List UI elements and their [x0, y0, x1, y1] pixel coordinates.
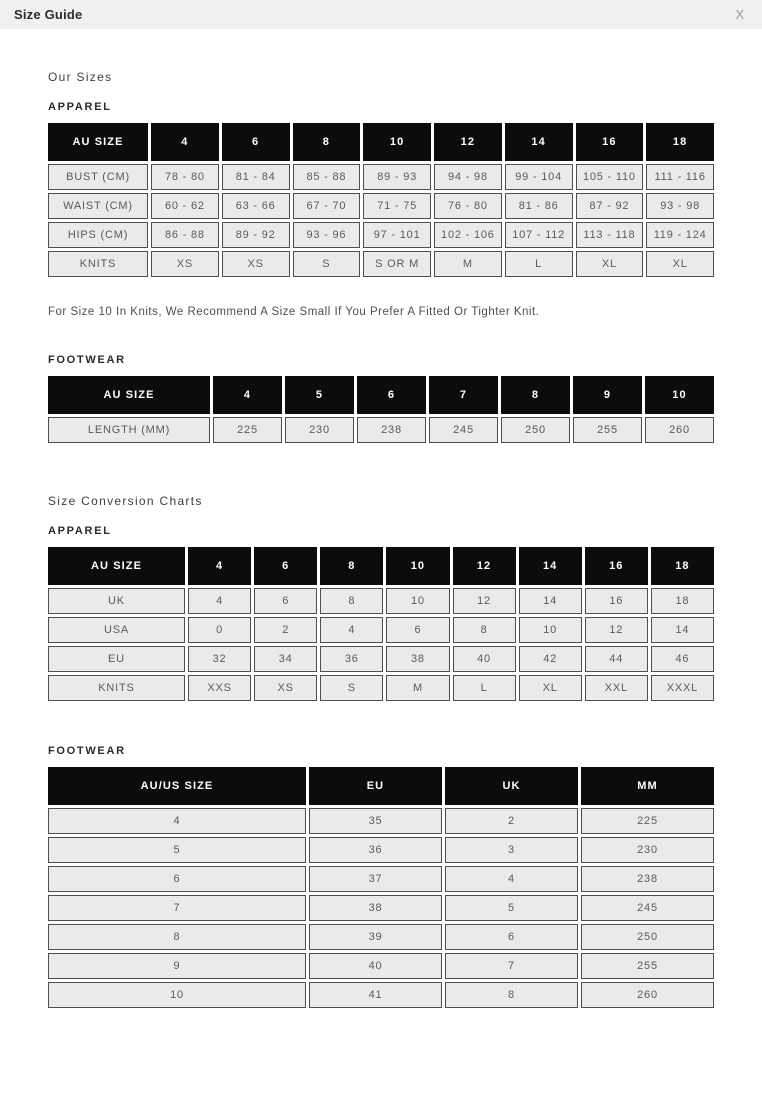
modal-header: [0, 0, 762, 29]
size-value-cell: 18: [651, 588, 714, 614]
table-header-row: [48, 767, 714, 805]
size-value-cell: 44: [585, 646, 648, 672]
size-value-cell: 250: [581, 924, 714, 950]
table-header-row: [48, 376, 714, 414]
table-header-row: [48, 547, 714, 585]
size-value-cell: S: [320, 675, 383, 701]
size-value-cell: 16: [585, 588, 648, 614]
size-value-cell: 14: [519, 588, 582, 614]
table-row: [48, 866, 714, 892]
size-value-cell: 93 - 96: [293, 222, 361, 248]
column-header-cell: 4: [151, 123, 219, 161]
column-header-cell: 9: [573, 376, 642, 414]
size-value-cell: 32: [188, 646, 251, 672]
our-sizes-section-title: Our Sizes: [48, 70, 113, 84]
size-value-cell: 89 - 93: [363, 164, 431, 190]
size-value-cell: XS: [222, 251, 290, 277]
table-row: [48, 808, 714, 834]
size-value-cell: XL: [576, 251, 644, 277]
column-header-cell: 16: [576, 123, 644, 161]
conversion-footwear-table: [45, 764, 717, 1011]
size-value-cell: 4: [320, 617, 383, 643]
size-value-cell: 6: [386, 617, 449, 643]
our-sizes-apparel-table: [45, 120, 714, 280]
size-value-cell: 238: [357, 417, 426, 443]
table-row: [48, 417, 714, 443]
size-value-cell: 111 - 116: [646, 164, 714, 190]
size-value-cell: 81 - 84: [222, 164, 290, 190]
size-value-cell: 76 - 80: [434, 193, 502, 219]
column-header-cell: AU SIZE: [48, 547, 185, 585]
size-value-cell: 89 - 92: [222, 222, 290, 248]
conversion-section-title: Size Conversion Charts: [48, 494, 203, 508]
size-value-cell: 41: [309, 982, 442, 1008]
conversion-footwear-heading: FOOTWEAR: [48, 745, 126, 757]
size-value-cell: 12: [453, 588, 516, 614]
conversion-apparel-heading: APPAREL: [48, 525, 112, 537]
size-value-cell: 38: [309, 895, 442, 921]
column-header-cell: 10: [645, 376, 714, 414]
our-sizes-apparel-heading: APPAREL: [48, 101, 112, 113]
size-value-cell: XXL: [585, 675, 648, 701]
column-header-cell: 18: [651, 547, 714, 585]
size-value-cell: 37: [309, 866, 442, 892]
size-value-cell: 3: [445, 837, 578, 863]
size-value-cell: 230: [581, 837, 714, 863]
column-header-cell: 16: [585, 547, 648, 585]
size-value-cell: S OR M: [363, 251, 431, 277]
size-value-cell: 255: [581, 953, 714, 979]
size-value-cell: XL: [519, 675, 582, 701]
size-value-cell: 87 - 92: [576, 193, 644, 219]
size-value-cell: 230: [285, 417, 354, 443]
column-header-cell: UK: [445, 767, 578, 805]
conversion-apparel-table: [45, 544, 714, 704]
size-value-cell: 225: [213, 417, 282, 443]
table-row: [48, 193, 714, 219]
size-value-cell: 99 - 104: [505, 164, 573, 190]
table-row: [48, 164, 714, 190]
size-guide-content: [0, 70, 762, 1011]
column-header-cell: 14: [505, 123, 573, 161]
size-value-cell: 2: [254, 617, 317, 643]
table-row: [48, 924, 714, 950]
column-header-cell: 7: [429, 376, 498, 414]
size-value-cell: 85 - 88: [293, 164, 361, 190]
column-header-cell: 8: [320, 547, 383, 585]
size-value-cell: 86 - 88: [151, 222, 219, 248]
column-header-cell: 6: [357, 376, 426, 414]
size-value-cell: M: [434, 251, 502, 277]
modal-title: Size Guide: [14, 7, 83, 22]
row-label-cell: 4: [48, 808, 306, 834]
table-row: [48, 251, 714, 277]
size-value-cell: 113 - 118: [576, 222, 644, 248]
size-value-cell: 71 - 75: [363, 193, 431, 219]
our-sizes-footwear-heading: FOOTWEAR: [48, 354, 126, 366]
size-value-cell: 63 - 66: [222, 193, 290, 219]
column-header-cell: 5: [285, 376, 354, 414]
row-label-cell: 8: [48, 924, 306, 950]
size-value-cell: 10: [519, 617, 582, 643]
size-value-cell: 46: [651, 646, 714, 672]
row-label-cell: KNITS: [48, 251, 148, 277]
column-header-cell: MM: [581, 767, 714, 805]
size-value-cell: 245: [429, 417, 498, 443]
table-row: [48, 646, 714, 672]
column-header-cell: 10: [386, 547, 449, 585]
column-header-cell: 18: [646, 123, 714, 161]
size-value-cell: 40: [453, 646, 516, 672]
column-header-cell: EU: [309, 767, 442, 805]
row-label-cell: 6: [48, 866, 306, 892]
row-label-cell: EU: [48, 646, 185, 672]
column-header-cell: 12: [434, 123, 502, 161]
size-value-cell: XS: [151, 251, 219, 277]
size-value-cell: 67 - 70: [293, 193, 361, 219]
size-value-cell: 6: [445, 924, 578, 950]
size-value-cell: 238: [581, 866, 714, 892]
row-label-cell: 9: [48, 953, 306, 979]
size-value-cell: XXXL: [651, 675, 714, 701]
size-value-cell: 245: [581, 895, 714, 921]
size-value-cell: 81 - 86: [505, 193, 573, 219]
size-value-cell: 107 - 112: [505, 222, 573, 248]
size-value-cell: 36: [309, 837, 442, 863]
table-row: [48, 982, 714, 1008]
row-label-cell: LENGTH (MM): [48, 417, 210, 443]
row-label-cell: WAIST (CM): [48, 193, 148, 219]
size-value-cell: 60 - 62: [151, 193, 219, 219]
size-value-cell: 5: [445, 895, 578, 921]
size-value-cell: 35: [309, 808, 442, 834]
size-value-cell: XXS: [188, 675, 251, 701]
column-header-cell: 14: [519, 547, 582, 585]
table-row: [48, 953, 714, 979]
size-value-cell: 225: [581, 808, 714, 834]
row-label-cell: USA: [48, 617, 185, 643]
our-sizes-apparel-table: [45, 120, 717, 280]
size-value-cell: L: [453, 675, 516, 701]
size-value-cell: 78 - 80: [151, 164, 219, 190]
row-label-cell: HIPS (CM): [48, 222, 148, 248]
table-row: [48, 617, 714, 643]
size-value-cell: 97 - 101: [363, 222, 431, 248]
size-value-cell: 38: [386, 646, 449, 672]
size-value-cell: 4: [445, 866, 578, 892]
table-row: [48, 588, 714, 614]
size-value-cell: L: [505, 251, 573, 277]
table-header-row: [48, 123, 714, 161]
row-label-cell: UK: [48, 588, 185, 614]
table-row: [48, 837, 714, 863]
our-sizes-footwear-table: [45, 373, 714, 446]
conversion-footwear-table: [45, 764, 714, 1011]
size-value-cell: 260: [581, 982, 714, 1008]
column-header-cell: AU SIZE: [48, 376, 210, 414]
size-value-cell: 12: [585, 617, 648, 643]
table-row: [48, 222, 714, 248]
column-header-cell: 6: [222, 123, 290, 161]
table-row: [48, 675, 714, 701]
size-value-cell: 94 - 98: [434, 164, 502, 190]
column-header-cell: 6: [254, 547, 317, 585]
size-value-cell: 40: [309, 953, 442, 979]
conversion-apparel-table: [45, 544, 717, 704]
size-value-cell: 4: [188, 588, 251, 614]
size-value-cell: 119 - 124: [646, 222, 714, 248]
size-value-cell: 36: [320, 646, 383, 672]
close-icon[interactable]: X: [731, 6, 748, 23]
row-label-cell: 7: [48, 895, 306, 921]
row-label-cell: 10: [48, 982, 306, 1008]
column-header-cell: 4: [213, 376, 282, 414]
size-value-cell: 10: [386, 588, 449, 614]
size-value-cell: 0: [188, 617, 251, 643]
size-value-cell: 7: [445, 953, 578, 979]
column-header-cell: 10: [363, 123, 431, 161]
row-label-cell: BUST (CM): [48, 164, 148, 190]
size-value-cell: 6: [254, 588, 317, 614]
our-sizes-footwear-table: [45, 373, 717, 446]
knits-note: For Size 10 In Knits, We Recommend A Size Small If You Prefer A Fitted Or Tighter Knit.: [48, 306, 540, 318]
size-value-cell: 2: [445, 808, 578, 834]
size-value-cell: 14: [651, 617, 714, 643]
row-label-cell: 5: [48, 837, 306, 863]
table-row: [48, 895, 714, 921]
size-value-cell: 8: [445, 982, 578, 1008]
size-value-cell: 8: [320, 588, 383, 614]
size-value-cell: 102 - 106: [434, 222, 502, 248]
size-value-cell: 8: [453, 617, 516, 643]
size-value-cell: XL: [646, 251, 714, 277]
row-label-cell: KNITS: [48, 675, 185, 701]
column-header-cell: AU/US SIZE: [48, 767, 306, 805]
size-value-cell: 39: [309, 924, 442, 950]
size-value-cell: 93 - 98: [646, 193, 714, 219]
size-value-cell: 250: [501, 417, 570, 443]
column-header-cell: 4: [188, 547, 251, 585]
size-value-cell: 105 - 110: [576, 164, 644, 190]
size-value-cell: 260: [645, 417, 714, 443]
column-header-cell: 8: [293, 123, 361, 161]
size-value-cell: XS: [254, 675, 317, 701]
size-value-cell: 34: [254, 646, 317, 672]
size-value-cell: S: [293, 251, 361, 277]
column-header-cell: AU SIZE: [48, 123, 148, 161]
size-value-cell: 42: [519, 646, 582, 672]
column-header-cell: 8: [501, 376, 570, 414]
size-value-cell: M: [386, 675, 449, 701]
column-header-cell: 12: [453, 547, 516, 585]
size-value-cell: 255: [573, 417, 642, 443]
